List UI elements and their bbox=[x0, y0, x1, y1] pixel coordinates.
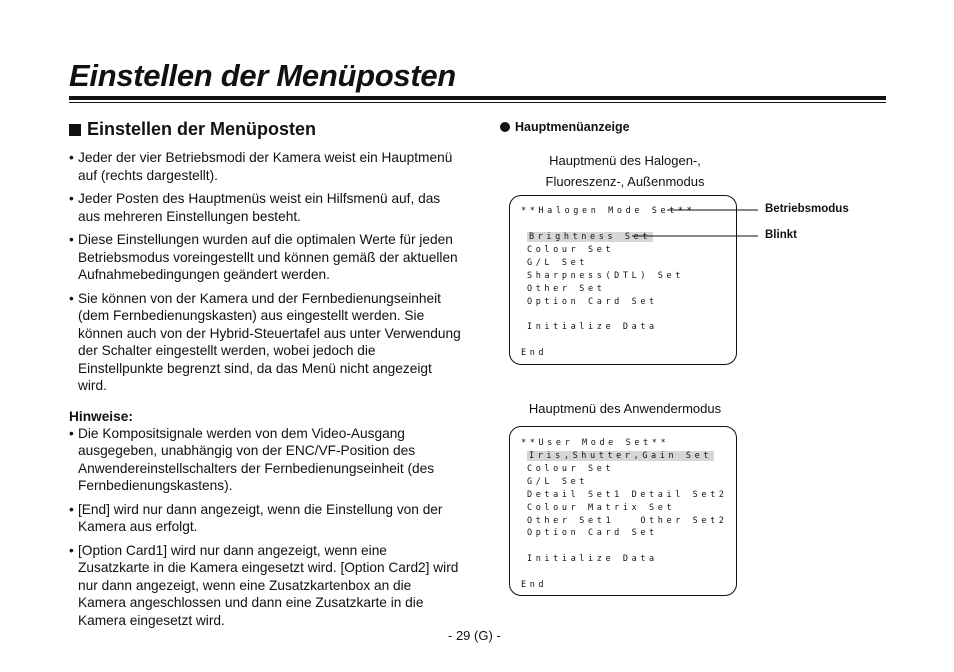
menu-item: Sharpness(DTL) Set bbox=[527, 271, 684, 281]
menu-item-highlighted: Brightness Set bbox=[529, 232, 652, 242]
square-bullet-icon bbox=[69, 124, 81, 136]
hinweise-heading: Hinweise: bbox=[69, 408, 133, 424]
hauptmenu-heading bbox=[500, 120, 630, 134]
caption-halogen-menu: Hauptmenü des Halogen-, Fluoreszenz-, Außenmodus bbox=[545, 153, 705, 189]
menu-item: Option Card Set bbox=[527, 528, 658, 538]
menu-item: G/L Set bbox=[527, 477, 589, 487]
intro-bullet-list bbox=[69, 149, 461, 395]
left-column bbox=[69, 119, 461, 635]
menu-item: Option Card Set bbox=[527, 297, 658, 307]
menu-item-initialize: Initialize Data bbox=[527, 322, 658, 332]
intro-bullet: • Jeder Posten des Hauptmenüs weist ein Hilfsmenü auf, das aus mehreren Einstellungen besteht. bbox=[69, 190, 461, 225]
hinweise-bullet: • [Option Card1] wird nur dann angezeigt, wenn eine Zusatzkarte in die Kamera eingesetzt wird. [Option Card2] wird nur dann angezeigt, wenn eine Zusatzkartenbox an die Kamera angeschlossen und dann eine Zusatzkarte in die Kamera eingesetzt wird. bbox=[69, 542, 461, 630]
menu-item: Colour Set bbox=[527, 245, 615, 255]
hinweise-bullet: • [End] wird nur dann angezeigt, wenn die Einstellung von der Kamera aus erfolgt. bbox=[69, 501, 461, 536]
callout-label-betriebsmodus: Betriebsmodus bbox=[765, 203, 849, 215]
intro-bullet: • Diese Einstellungen wurden auf die optimalen Werte für jeden Betriebsmodus voreingestellt und können gemäß der aktuellen Aufnahmebedingungen geändert werden. bbox=[69, 231, 461, 284]
menu-screen-halogen bbox=[509, 195, 737, 365]
caption-user-menu: Hauptmenü des Anwendermodus bbox=[528, 401, 722, 416]
hinweise-bullet-list bbox=[69, 425, 461, 630]
menu-item: Colour Matrix Set bbox=[527, 503, 676, 513]
hinweise-bullet: • Die Kompositsignale werden von dem Video-Ausgang ausgegeben, unabhängig von der ENC/VF-Position des Anwendereinstellschalters der Fernbedienungseinheit (des Fernbedienungskastens). bbox=[69, 425, 461, 495]
menu-item-initialize: Initialize Data bbox=[527, 554, 658, 564]
page-title: Einstellen der Menüposten bbox=[69, 58, 456, 93]
menu-screen-user bbox=[509, 426, 737, 596]
menu-item: Detail Set1 Detail Set2 bbox=[527, 490, 728, 500]
intro-bullet: • Jeder der vier Betriebsmodi der Kamera weist ein Hauptmenü auf (rechts dargestellt). bbox=[69, 149, 461, 184]
circle-bullet-icon bbox=[500, 122, 510, 132]
callout-label-blinkt: Blinkt bbox=[765, 229, 797, 241]
menu-item-highlighted: Iris,Shutter,Gain Set bbox=[529, 451, 713, 461]
menu-item: G/L Set bbox=[527, 258, 589, 268]
menu-item-end: End bbox=[521, 348, 548, 358]
menu-header: **Halogen Mode Set** bbox=[521, 206, 696, 216]
menu-item-end: End bbox=[521, 580, 548, 590]
menu-item: Other Set bbox=[527, 284, 606, 294]
menu-item: Other Set1 Other Set2 bbox=[527, 516, 728, 526]
section-heading-text: Einstellen der Menüposten bbox=[87, 119, 317, 139]
hauptmenu-heading-text: Hauptmenüanzeige bbox=[515, 120, 630, 134]
title-rule-thin bbox=[69, 102, 886, 103]
page-number: - 29 (G) - bbox=[448, 628, 501, 643]
intro-bullet: • Sie können von der Kamera und der Fernbedienungseinheit (dem Fernbedienungskasten) aus eingestellt werden. Sie können auch von der Hybrid-Steuertafel aus unter Verwendung der Schalter eingestellt werden, wobei jedoch die Einstellpunkte begrenzt sind, da das Menü nicht angezeigt wird. bbox=[69, 290, 461, 395]
title-rule-thick bbox=[69, 96, 886, 100]
menu-header: **User Mode Set** bbox=[521, 438, 670, 448]
menu-item: Colour Set bbox=[527, 464, 615, 474]
section-heading bbox=[69, 119, 461, 140]
